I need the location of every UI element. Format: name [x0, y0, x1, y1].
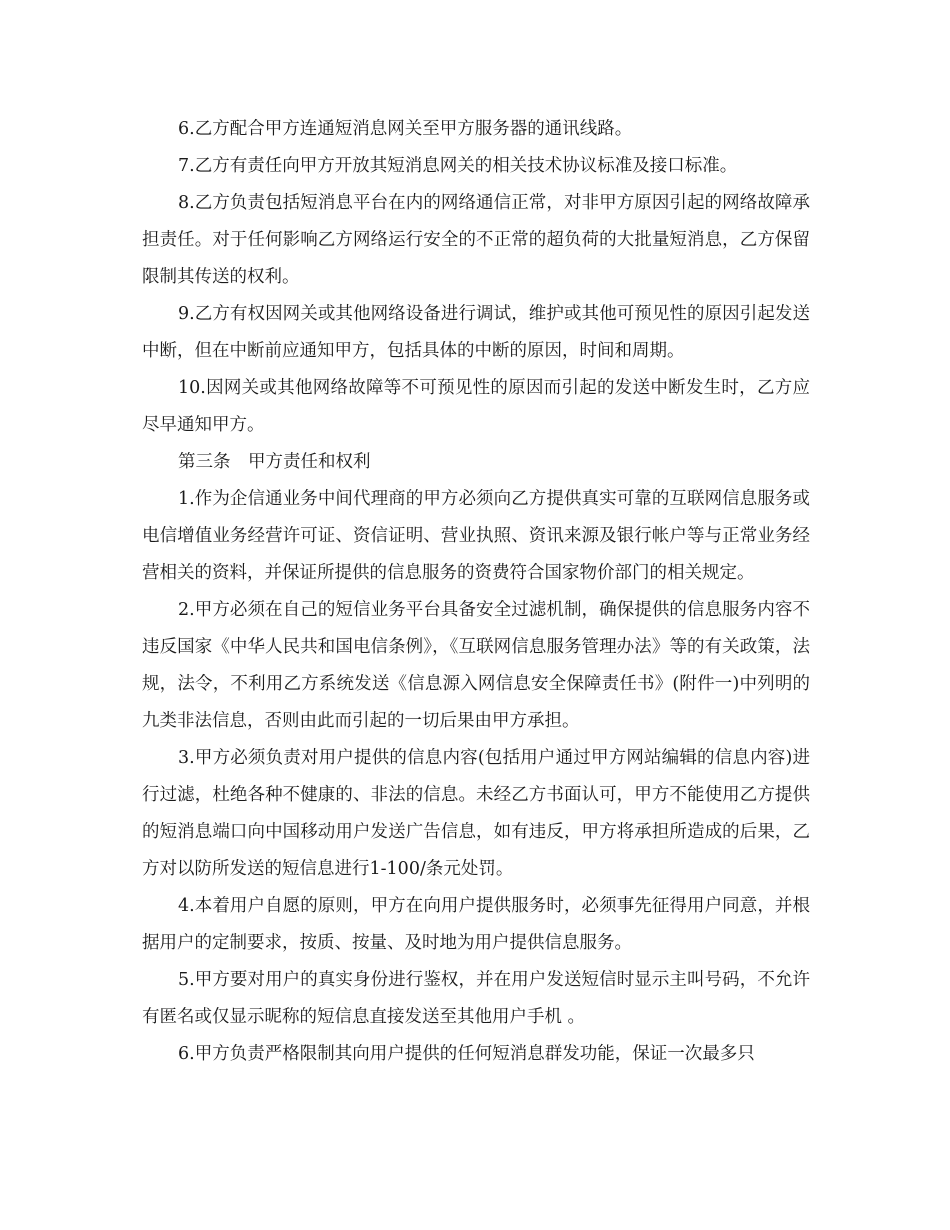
- clause-b-7: 7.乙方有责任向甲方开放其短消息网关的相关技术协议标准及接口标准。: [178, 156, 738, 176]
- clause-b-8: 8.乙方负责包括短消息平台在内的网络通信正常，对非甲方原因引起的网络故障承担责任。对于任何影响乙方网络运行安全的不正常的超负荷的大批量短消息，乙方保留限制其传送的权利。: [142, 193, 810, 287]
- clause-a-5: 5.甲方要对用户的真实身份进行鉴权，并在用户发送短信时显示主叫号码，不允许有匿名或仅显示昵称的短信息直接发送至其他用户手机 。: [142, 970, 810, 1027]
- section-heading: 第三条 甲方责任和权利: [178, 452, 371, 472]
- clause-a-2: 2.甲方必须在自己的短信业务平台具备安全过滤机制，确保提供的信息服务内容不违反国家《中华人民共和国电信条例》，《互联网信息服务管理办法》等的有关政策，法规，法令，不利用乙方系统发送《信息源入网信息安全保障责任书》(附件一)中列明的九类非法信息，否则由此而引起的一切后果由甲方承担。: [142, 600, 810, 731]
- clause-a-1: 1.作为企信通业务中间代理商的甲方必须向乙方提供真实可靠的互联网信息服务或电信增值业务经营许可证、资信证明、营业执照、资讯来源及银行帐户等与正常业务经营相关的资料，并保证所提供的信息服务的资费符合国家物价部门的相关规定。: [142, 489, 810, 583]
- clause-b-9: 9.乙方有权因网关或其他网络设备进行调试，维护或其他可预见性的原因引起发送中断，但在中断前应通知甲方，包括具体的中断的原因，时间和周期。: [142, 304, 810, 361]
- clause-b-6: 6.乙方配合甲方连通短消息网关至甲方服务器的通讯线路。: [178, 119, 633, 139]
- clause-b-10: 10.因网关或其他网络故障等不可预见性的原因而引起的发送中断发生时，乙方应尽早通知甲方。: [142, 378, 810, 435]
- clause-a-4: 4.本着用户自愿的原则，甲方在向用户提供服务时，必须事先征得用户同意，并根据用户的定制要求，按质、按量、及时地为用户提供信息服务。: [142, 896, 810, 953]
- clause-a-3: 3.甲方必须负责对用户提供的信息内容(包括用户通过甲方网站编辑的信息内容)进行过滤，杜绝各种不健康的、非法的信息。未经乙方书面认可，甲方不能使用乙方提供的短消息端口向中国移动用户发送广告信息，如有违反，甲方将承担所造成的后果，乙方对以防所发送的短信息进行1-100/条元处罚。: [142, 748, 810, 879]
- document-body: [142, 111, 810, 1073]
- clause-a-6: 6.甲方负责严格限制其向用户提供的任何短消息群发功能，保证一次最多只: [178, 1044, 755, 1064]
